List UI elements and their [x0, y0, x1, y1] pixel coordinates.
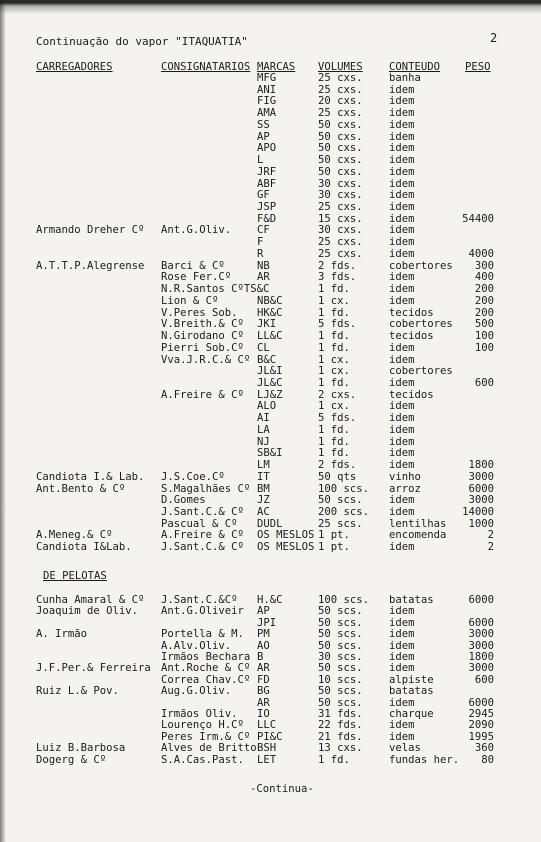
cell-volumes: 200 scs.	[318, 506, 370, 518]
cell-carregador: Candiota I&Lab.	[36, 541, 132, 554]
cell-conteudo: idem	[389, 271, 415, 284]
cell-marca: FD	[257, 673, 270, 686]
cell-peso: 80	[481, 753, 494, 766]
cell-consignatario: Ant.G.Oliveir	[161, 605, 244, 618]
cell-peso: 600	[474, 673, 494, 686]
cell-volumes: 50 scs.	[318, 662, 363, 675]
header-consignatarios: CONSIGNATARIOS	[161, 61, 251, 73]
cell-conteudo: idem	[389, 400, 415, 413]
cell-volumes: 1 fd.	[318, 306, 350, 319]
cell-marca: JRF	[257, 165, 277, 178]
cell-marca: GF	[257, 189, 270, 202]
cell-carregador: A. Irmão	[36, 628, 88, 641]
torn-top-edge	[0, 0, 541, 14]
cell-volumes: 3 fds.	[318, 271, 357, 284]
cell-conteudo: idem	[389, 189, 415, 202]
cell-conteudo: cobertores	[389, 318, 453, 331]
cell-conteudo: idem	[389, 662, 415, 675]
cell-volumes: 50 scs.	[318, 616, 363, 629]
cell-marca: AC	[257, 506, 270, 518]
cell-marca: LM	[257, 459, 270, 472]
cell-volumes: 1 cx.	[318, 294, 350, 307]
cell-conteudo: velas	[389, 742, 421, 755]
header-marcas: MARCAS	[257, 61, 296, 73]
cell-volumes: 25 scs.	[318, 517, 363, 530]
cell-conteudo: idem	[389, 236, 415, 249]
cell-conteudo: tecidos	[389, 388, 434, 401]
cell-conteudo: charque	[389, 708, 434, 720]
cell-consignatario: S.Magalhães Cº	[161, 482, 251, 495]
cell-peso: 3000	[468, 639, 494, 652]
cell-peso: 360	[474, 742, 494, 755]
cell-consignatario: A.Freire & Cº	[161, 529, 244, 542]
cell-conteudo: tecidos	[389, 306, 434, 319]
cell-conteudo: cobertores	[389, 365, 453, 378]
cell-conteudo: idem	[389, 283, 415, 296]
cell-consignatario: Lourenço H.Cº	[161, 719, 244, 732]
cell-marca: SB&I	[257, 447, 283, 460]
cell-volumes: 50 scs.	[318, 685, 363, 698]
cell-peso: 6000	[468, 696, 494, 709]
cell-consignatario: J.Sant.C.&Cº	[161, 594, 238, 606]
cell-conteudo: idem	[389, 639, 415, 652]
cell-conteudo: idem	[389, 353, 415, 366]
cell-marca: BM	[257, 482, 270, 495]
cell-conteudo: alpiste	[389, 673, 434, 686]
cell-marca: AP	[257, 130, 270, 143]
cell-volumes: 1 cx.	[318, 353, 350, 366]
cell-conteudo: idem	[389, 95, 415, 108]
cell-volumes: 50 scs.	[318, 605, 363, 618]
cell-consignatario: Pascual & Cº	[161, 517, 238, 530]
cell-volumes: 1 fd.	[318, 423, 350, 436]
cell-consignatario: Vva.J.R.C.& Cº	[161, 353, 251, 366]
cell-peso: 1800	[468, 459, 494, 472]
cell-conteudo: lentilhas	[389, 517, 447, 530]
cell-conteudo: idem	[389, 224, 415, 237]
cell-peso: 3000	[468, 628, 494, 641]
header-peso: PESO	[465, 61, 491, 73]
cell-volumes: 1 fd.	[318, 435, 350, 448]
cell-peso: 200	[474, 306, 494, 319]
cell-marca: OS MESLOS	[257, 529, 315, 542]
cell-conteudo: idem	[389, 651, 415, 663]
cell-marca: JZ	[257, 494, 270, 507]
cell-carregador: Ant.Bento & Cº	[36, 482, 126, 495]
cell-marca: B	[257, 651, 264, 663]
cell-peso: 100	[474, 341, 494, 354]
cell-volumes: 1 fd.	[318, 447, 350, 460]
cell-peso: 500	[474, 318, 494, 331]
cell-conteudo: idem	[389, 177, 415, 190]
cell-marca: AR	[257, 271, 270, 284]
cell-peso: 1995	[468, 730, 494, 743]
cell-marca: AI	[257, 412, 270, 425]
cell-peso: 200	[474, 294, 494, 307]
cell-marca: JPI	[257, 616, 277, 629]
cell-volumes: 100 scs.	[318, 594, 370, 606]
cell-conteudo: idem	[389, 412, 415, 425]
cell-volumes: 21 fds.	[318, 730, 363, 743]
cell-conteudo: arroz	[389, 482, 421, 495]
cell-volumes: 22 fds.	[318, 719, 363, 732]
cell-volumes: 1 cx.	[318, 400, 350, 413]
cell-marca: FIG	[257, 95, 277, 108]
cell-marca: LLC	[257, 719, 277, 732]
cell-marca: MFG	[257, 72, 277, 84]
cell-marca: ALO	[257, 400, 277, 413]
cell-conteudo: idem	[389, 83, 415, 96]
cell-conteudo: idem	[389, 605, 415, 618]
footer-continua: -Continua-	[250, 783, 314, 795]
cell-carregador: Luiz B.Barbosa	[36, 742, 126, 755]
cell-volumes: 20 cxs.	[318, 95, 363, 108]
cell-volumes: 25 cxs.	[318, 83, 363, 96]
cell-conteudo: idem	[389, 247, 415, 260]
cell-carregador: Candiota I.& Lab.	[36, 470, 145, 483]
cell-conteudo: idem	[389, 719, 415, 732]
cell-conteudo: cobertores	[389, 259, 453, 272]
cell-conteudo: idem	[389, 130, 415, 143]
cell-marca: PM	[257, 628, 270, 641]
cell-consignatario: Peres Irm.& Cº	[161, 730, 251, 743]
cell-marca: B&C	[257, 353, 277, 366]
cell-peso: 6000	[468, 482, 494, 495]
cell-marca: AR	[257, 662, 270, 675]
cell-volumes: 50 cxs.	[318, 130, 363, 143]
cell-conteudo: idem	[389, 154, 415, 167]
cell-volumes: 13 cxs.	[318, 742, 363, 755]
cell-peso: 2	[487, 529, 494, 542]
cell-consignatario: Barci & Cº	[161, 259, 225, 272]
cell-marca: JSP	[257, 201, 277, 214]
cell-marca: AP	[257, 605, 270, 618]
cell-volumes: 25 cxs.	[318, 247, 363, 260]
cell-volumes: 15 cxs.	[318, 212, 363, 225]
cell-marca: LET	[257, 753, 277, 766]
cell-conteudo: batatas	[389, 685, 434, 698]
cell-marca: NB	[257, 259, 270, 272]
cell-volumes: 50 cxs.	[318, 165, 363, 178]
cell-carregador: A.Meneg.& Cº	[36, 529, 113, 542]
cell-consignatario: N.R.Santos CºTS&C	[161, 283, 270, 296]
cell-volumes: 30 cxs.	[318, 189, 363, 202]
cell-volumes: 5 fds.	[318, 318, 357, 331]
cell-peso: 3000	[468, 494, 494, 507]
cell-volumes: 25 cxs.	[318, 107, 363, 120]
cell-consignatario: Aug.G.Oliv.	[161, 685, 232, 698]
cell-carregador: A.T.T.P.Alegrense	[36, 259, 145, 272]
cell-consignatario: A.Alv.Oliv.	[161, 639, 232, 652]
cell-volumes: 25 cxs.	[318, 236, 363, 249]
cell-conteudo: batatas	[389, 594, 434, 606]
cell-marca: JL&I	[257, 365, 283, 378]
cell-marca: ANI	[257, 83, 277, 96]
cell-volumes: 5 fds.	[318, 412, 357, 425]
cell-conteudo: idem	[389, 212, 415, 225]
cell-marca: APO	[257, 142, 277, 155]
cell-marca: AR	[257, 696, 270, 709]
cell-marca: IO	[257, 708, 270, 720]
cell-carregador: Ruiz L.& Pov.	[36, 685, 119, 698]
cell-marca: CF	[257, 224, 270, 237]
header-carregadores: CARREGADORES	[36, 61, 113, 73]
cell-peso: 6000	[468, 594, 494, 606]
cell-marca: PI&C	[257, 730, 283, 743]
cell-peso: 1000	[468, 517, 494, 530]
cell-marca: NJ	[257, 435, 270, 448]
cell-marca: BG	[257, 685, 270, 698]
cell-marca: JL&C	[257, 376, 283, 389]
cell-marca: DUDL	[257, 517, 283, 530]
cell-consignatario: J.Sant.C.& Cº	[161, 541, 244, 554]
cell-conteudo: idem	[389, 447, 415, 460]
cell-carregador: Joaquim de Oliv.	[36, 605, 139, 618]
cell-consignatario: Lion & Cº	[161, 294, 219, 307]
cell-conteudo: idem	[389, 165, 415, 178]
cell-volumes: 1 pt.	[318, 529, 350, 542]
cell-volumes: 100 scs.	[318, 482, 370, 495]
cell-volumes: 1 fd.	[318, 283, 350, 296]
cell-conteudo: idem	[389, 376, 415, 389]
cell-marca: OS MESLOS	[257, 541, 315, 554]
cell-volumes: 1 cx.	[318, 365, 350, 378]
cell-volumes: 2 fds.	[318, 459, 357, 472]
cell-carregador: Cunha Amaral & Cº	[36, 594, 145, 606]
cell-conteudo: idem	[389, 142, 415, 155]
cell-conteudo: vinho	[389, 470, 421, 483]
cell-consignatario: Rose Fer.Cº	[161, 271, 232, 284]
cell-volumes: 30 scs.	[318, 651, 363, 663]
cell-volumes: 50 scs.	[318, 628, 363, 641]
cell-peso: 6000	[468, 616, 494, 629]
cell-volumes: 50 cxs.	[318, 154, 363, 167]
cell-volumes: 30 cxs.	[318, 177, 363, 190]
cell-volumes: 50 scs.	[318, 494, 363, 507]
cell-peso: 300	[474, 259, 494, 272]
cell-peso: 100	[474, 330, 494, 343]
cell-volumes: 1 pt.	[318, 541, 350, 554]
cell-volumes: 1 fd.	[318, 330, 350, 343]
cell-volumes: 25 cxs.	[318, 72, 363, 84]
cell-peso: 600	[474, 376, 494, 389]
cell-peso: 1800	[468, 651, 494, 663]
cell-conteudo: idem	[389, 459, 415, 472]
cell-peso: 2945	[468, 708, 494, 720]
cell-volumes: 50 cxs.	[318, 118, 363, 131]
cell-volumes: 31 fds.	[318, 708, 363, 720]
cell-conteudo: fundas her.	[389, 753, 460, 766]
cell-marca: AMA	[257, 107, 277, 120]
cell-marca: NB&C	[257, 294, 283, 307]
cell-marca: L	[257, 154, 264, 167]
cell-consignatario: Ant.Roche & Cº	[161, 662, 251, 675]
cell-marca: BSH	[257, 742, 277, 755]
cell-peso: 400	[474, 271, 494, 284]
cell-volumes: 1 fd.	[318, 753, 350, 766]
cell-volumes: 50 qts	[318, 470, 357, 483]
header-volumes: VOLUMES	[318, 61, 363, 73]
cell-peso: 14000	[462, 506, 494, 518]
cell-carregador: Armando Dreher Cº	[36, 224, 145, 237]
cell-volumes: 2 cxs.	[318, 388, 357, 401]
cell-marca: SS	[257, 118, 270, 131]
section-title: DE PELOTAS	[43, 570, 107, 582]
cell-marca: LL&C	[257, 330, 283, 343]
header-conteudo: CONTEUDO	[389, 61, 441, 73]
cell-consignatario: V.Breith.& Cº	[161, 318, 244, 331]
cell-volumes: 50 scs.	[318, 639, 363, 652]
cell-carregador: Dogerg & Cº	[36, 753, 107, 766]
page-number: 2	[490, 31, 498, 45]
cell-conteudo: idem	[389, 628, 415, 641]
cell-conteudo: idem	[389, 107, 415, 120]
cell-conteudo: idem	[389, 341, 415, 354]
cell-conteudo: encomenda	[389, 529, 447, 542]
cell-consignatario: N.Girodano Cº	[161, 330, 244, 343]
cell-conteudo: idem	[389, 201, 415, 214]
cell-conteudo: idem	[389, 118, 415, 131]
cell-consignatario: Portella & M.	[161, 628, 244, 641]
cell-marca: LA	[257, 423, 270, 436]
cell-marca: F	[257, 236, 264, 249]
cell-marca: H.&C	[257, 594, 283, 606]
cell-consignatario: J.S.Coe.Cº	[161, 470, 225, 483]
cell-conteudo: idem	[389, 506, 415, 518]
cell-consignatario: Ant.G.Oliv.	[161, 224, 232, 237]
cell-peso: 3000	[468, 470, 494, 483]
cell-conteudo: idem	[389, 294, 415, 307]
cell-volumes: 1 fd.	[318, 376, 350, 389]
cell-consignatario: S.A.Cas.Past.	[161, 753, 244, 766]
cell-carregador: J.F.Per.& Ferreira	[36, 662, 151, 675]
cell-volumes: 30 cxs.	[318, 224, 363, 237]
cell-volumes: 25 cxs.	[318, 201, 363, 214]
cell-consignatario: A.Freire & Cº	[161, 388, 244, 401]
cell-consignatario: V.Peres Sob.	[161, 306, 238, 319]
cell-conteudo: idem	[389, 696, 415, 709]
cell-peso: 3000	[468, 662, 494, 675]
cell-peso: 2090	[468, 719, 494, 732]
cell-marca: AO	[257, 639, 270, 652]
cell-consignatario: Pierri Sob.Cº	[161, 341, 244, 354]
cell-marca: F&D	[257, 212, 277, 225]
cell-conteudo: idem	[389, 494, 415, 507]
cell-peso: 54400	[462, 212, 494, 225]
cell-volumes: 1 fd.	[318, 341, 350, 354]
cell-peso: 200	[474, 283, 494, 296]
cell-marca: LJ&Z	[257, 388, 283, 401]
cell-consignatario: D.Gomes	[161, 494, 206, 507]
cell-peso: 4000	[468, 247, 494, 260]
cell-marca: HK&C	[257, 306, 283, 319]
cell-volumes: 10 scs.	[318, 673, 363, 686]
cell-conteudo: idem	[389, 435, 415, 448]
cell-peso: 2	[487, 541, 494, 554]
cell-volumes: 50 scs.	[318, 696, 363, 709]
cell-marca: IT	[257, 470, 270, 483]
document-title: Continuação do vapor "ITAQUATIA"	[36, 35, 248, 48]
cell-marca: JKI	[257, 318, 277, 331]
cell-conteudo: tecidos	[389, 330, 434, 343]
cell-conteudo: idem	[389, 423, 415, 436]
cell-marca: CL	[257, 341, 270, 354]
cell-conteudo: idem	[389, 730, 415, 743]
cell-consignatario: J.Sant.C.& Cº	[161, 506, 244, 518]
cell-consignatario: Irmãos Oliv.	[161, 708, 238, 720]
cell-consignatario: Alves de Britto	[161, 742, 257, 755]
torn-left-edge	[0, 0, 6, 842]
cell-conteudo: idem	[389, 541, 415, 554]
cell-consignatario: Irmãos Bechara	[161, 651, 251, 663]
cell-consignatario: Correa Chav.Cº	[161, 673, 251, 686]
cell-marca: ABF	[257, 177, 277, 190]
cell-volumes: 2 fds.	[318, 259, 357, 272]
cell-conteudo: banha	[389, 72, 421, 84]
cell-marca: R	[257, 247, 264, 260]
cell-volumes: 50 cxs.	[318, 142, 363, 155]
cell-conteudo: idem	[389, 616, 415, 629]
